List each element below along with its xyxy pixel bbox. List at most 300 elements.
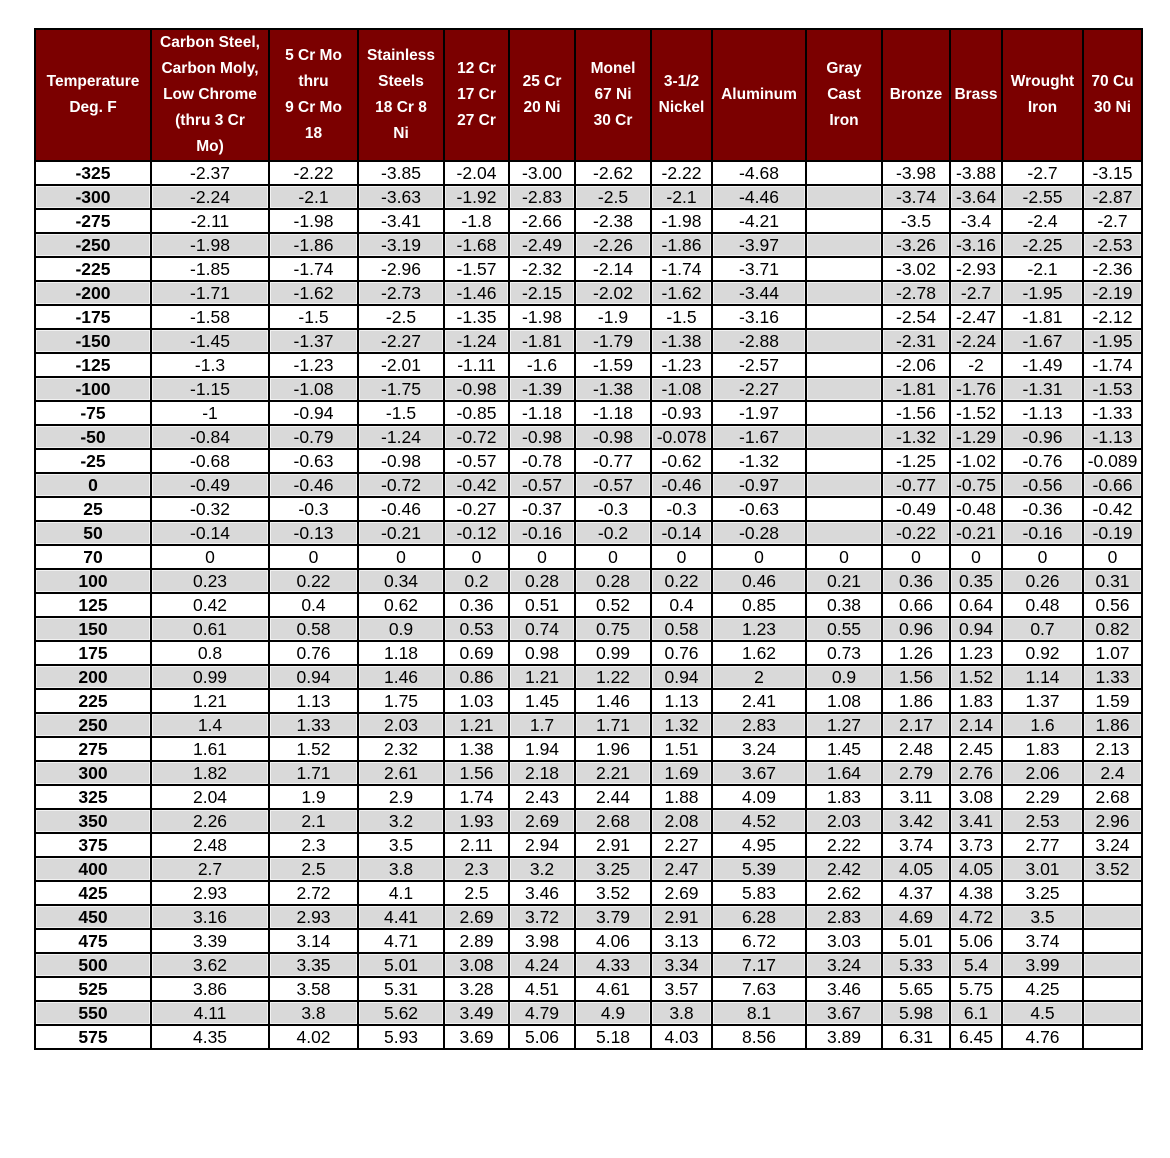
expansion-value-cell: 0.76 <box>269 641 358 665</box>
expansion-value-cell: 3.25 <box>1002 881 1083 905</box>
expansion-value-cell: 4.11 <box>151 1001 269 1025</box>
expansion-value-cell: -2.1 <box>651 185 712 209</box>
expansion-value-cell: 2.11 <box>444 833 509 857</box>
expansion-value-cell: -1.35 <box>444 305 509 329</box>
expansion-value-cell: 0 <box>950 545 1002 569</box>
expansion-value-cell: 0.21 <box>806 569 882 593</box>
expansion-value-cell: -1.8 <box>444 209 509 233</box>
expansion-value-cell: 2.96 <box>1083 809 1142 833</box>
expansion-value-cell: 1.07 <box>1083 641 1142 665</box>
temperature-cell: -275 <box>35 209 151 233</box>
expansion-value-cell: -0.76 <box>1002 449 1083 473</box>
expansion-value-cell: 0 <box>1002 545 1083 569</box>
expansion-value-cell: -1.97 <box>712 401 806 425</box>
expansion-value-cell: 3.49 <box>444 1001 509 1025</box>
expansion-value-cell <box>806 233 882 257</box>
expansion-value-cell <box>806 425 882 449</box>
expansion-value-cell: -1.37 <box>269 329 358 353</box>
expansion-value-cell: -2.5 <box>358 305 444 329</box>
expansion-value-cell: -1.57 <box>444 257 509 281</box>
expansion-value-cell: 0.9 <box>806 665 882 689</box>
expansion-value-cell: 3.08 <box>444 953 509 977</box>
expansion-value-cell: -0.12 <box>444 521 509 545</box>
column-header-material: Bronze <box>882 29 950 161</box>
column-header-material: Wrought Iron <box>1002 29 1083 161</box>
expansion-value-cell: -0.98 <box>509 425 575 449</box>
expansion-value-cell: -1.75 <box>358 377 444 401</box>
table-row <box>35 545 1142 569</box>
expansion-value-cell: -0.85 <box>444 401 509 425</box>
expansion-value-cell: -0.42 <box>444 473 509 497</box>
table-row <box>35 593 1142 617</box>
expansion-value-cell: 8.56 <box>712 1025 806 1049</box>
expansion-value-cell: 0.82 <box>1083 617 1142 641</box>
expansion-value-cell: 2.26 <box>151 809 269 833</box>
expansion-value-cell: -0.49 <box>882 497 950 521</box>
expansion-value-cell: -1.46 <box>444 281 509 305</box>
expansion-value-cell: 1.14 <box>1002 665 1083 689</box>
expansion-value-cell: 1.03 <box>444 689 509 713</box>
expansion-value-cell: -0.98 <box>358 449 444 473</box>
temperature-cell: -250 <box>35 233 151 257</box>
expansion-value-cell: 4.1 <box>358 881 444 905</box>
expansion-value-cell: -3.16 <box>712 305 806 329</box>
expansion-value-cell: 0.61 <box>151 617 269 641</box>
expansion-value-cell: 2.89 <box>444 929 509 953</box>
expansion-value-cell: -1.11 <box>444 353 509 377</box>
expansion-value-cell: 2.29 <box>1002 785 1083 809</box>
expansion-value-cell: -3.63 <box>358 185 444 209</box>
expansion-value-cell: 1.13 <box>269 689 358 713</box>
table-row <box>35 977 1142 1001</box>
temperature-cell: -25 <box>35 449 151 473</box>
expansion-value-cell: 0.55 <box>806 617 882 641</box>
expansion-value-cell: -0.79 <box>269 425 358 449</box>
expansion-value-cell: 1.71 <box>269 761 358 785</box>
table-row <box>35 929 1142 953</box>
expansion-value-cell: -1.15 <box>151 377 269 401</box>
table-row <box>35 833 1142 857</box>
temperature-cell: 150 <box>35 617 151 641</box>
expansion-value-cell: -1.68 <box>444 233 509 257</box>
column-header-material: 25 Cr 20 Ni <box>509 29 575 161</box>
expansion-value-cell: -0.21 <box>358 521 444 545</box>
expansion-value-cell: -2.55 <box>1002 185 1083 209</box>
expansion-value-cell: 1.33 <box>1083 665 1142 689</box>
expansion-value-cell: -0.14 <box>651 521 712 545</box>
expansion-value-cell: 0 <box>444 545 509 569</box>
expansion-value-cell: -1.79 <box>575 329 651 353</box>
expansion-value-cell: 2.91 <box>651 905 712 929</box>
expansion-value-cell: 1.75 <box>358 689 444 713</box>
expansion-value-cell: 3.41 <box>950 809 1002 833</box>
expansion-value-cell: -3.71 <box>712 257 806 281</box>
expansion-value-cell: 3.28 <box>444 977 509 1001</box>
expansion-value-cell: 4.61 <box>575 977 651 1001</box>
expansion-value-cell: 1.21 <box>151 689 269 713</box>
expansion-value-cell: -0.42 <box>1083 497 1142 521</box>
expansion-value-cell: 0.75 <box>575 617 651 641</box>
table-row <box>35 185 1142 209</box>
expansion-value-cell: -1.71 <box>151 281 269 305</box>
table-row <box>35 521 1142 545</box>
expansion-value-cell: 1.52 <box>950 665 1002 689</box>
temperature-cell: 125 <box>35 593 151 617</box>
expansion-value-cell: 0.94 <box>651 665 712 689</box>
expansion-value-cell: -3.19 <box>358 233 444 257</box>
expansion-value-cell: -3.41 <box>358 209 444 233</box>
expansion-value-cell: 0.56 <box>1083 593 1142 617</box>
expansion-value-cell: 1.62 <box>712 641 806 665</box>
expansion-value-cell: 1.88 <box>651 785 712 809</box>
expansion-value-cell: -1.76 <box>950 377 1002 401</box>
expansion-value-cell: 2.21 <box>575 761 651 785</box>
expansion-value-cell: 1.52 <box>269 737 358 761</box>
expansion-value-cell: 4.05 <box>950 857 1002 881</box>
expansion-value-cell: -1.29 <box>950 425 1002 449</box>
expansion-value-cell: 1.21 <box>509 665 575 689</box>
expansion-value-cell <box>806 449 882 473</box>
expansion-value-cell: -2.5 <box>575 185 651 209</box>
expansion-value-cell: 5.75 <box>950 977 1002 1001</box>
expansion-value-cell <box>806 473 882 497</box>
expansion-value-cell: 2.72 <box>269 881 358 905</box>
expansion-value-cell: -1.49 <box>1002 353 1083 377</box>
expansion-value-cell: 2.47 <box>651 857 712 881</box>
expansion-value-cell: 3.13 <box>651 929 712 953</box>
expansion-value-cell: -3.00 <box>509 161 575 185</box>
expansion-value-cell: 6.28 <box>712 905 806 929</box>
expansion-value-cell: 4.41 <box>358 905 444 929</box>
temperature-cell: 225 <box>35 689 151 713</box>
expansion-value-cell: -2.7 <box>1002 161 1083 185</box>
expansion-value-cell: 2.17 <box>882 713 950 737</box>
expansion-value-cell: 5.39 <box>712 857 806 881</box>
expansion-value-cell: 6.45 <box>950 1025 1002 1049</box>
expansion-value-cell: 2.76 <box>950 761 1002 785</box>
expansion-value-cell: -2.02 <box>575 281 651 305</box>
expansion-value-cell: 2.3 <box>444 857 509 881</box>
column-header-material: Aluminum <box>712 29 806 161</box>
table-row <box>35 497 1142 521</box>
expansion-value-cell: 1.23 <box>712 617 806 641</box>
expansion-value-cell: 3.5 <box>1002 905 1083 929</box>
expansion-value-cell <box>806 353 882 377</box>
expansion-value-cell: 0.51 <box>509 593 575 617</box>
expansion-value-cell: 3.2 <box>509 857 575 881</box>
expansion-value-cell: -0.46 <box>651 473 712 497</box>
expansion-value-cell: 2.18 <box>509 761 575 785</box>
expansion-value-cell: -0.63 <box>712 497 806 521</box>
expansion-value-cell: 2.44 <box>575 785 651 809</box>
expansion-value-cell <box>1083 929 1142 953</box>
expansion-value-cell: -2.36 <box>1083 257 1142 281</box>
expansion-value-cell: -1.81 <box>882 377 950 401</box>
expansion-value-cell: 5.4 <box>950 953 1002 977</box>
expansion-value-cell: -0.56 <box>1002 473 1083 497</box>
expansion-value-cell <box>1083 953 1142 977</box>
expansion-value-cell: 2.83 <box>712 713 806 737</box>
expansion-value-cell: 0.73 <box>806 641 882 665</box>
expansion-value-cell: -3.16 <box>950 233 1002 257</box>
expansion-value-cell: 1.7 <box>509 713 575 737</box>
expansion-value-cell: 0.94 <box>950 617 1002 641</box>
expansion-value-cell <box>1083 905 1142 929</box>
expansion-value-cell <box>1083 1025 1142 1049</box>
expansion-value-cell: 0.7 <box>1002 617 1083 641</box>
column-header-material: 12 Cr 17 Cr 27 Cr <box>444 29 509 161</box>
table-row <box>35 377 1142 401</box>
expansion-value-cell: -1.95 <box>1083 329 1142 353</box>
temperature-cell: 450 <box>35 905 151 929</box>
expansion-value-cell: 1.46 <box>575 689 651 713</box>
expansion-value-cell: 3.62 <box>151 953 269 977</box>
expansion-value-cell: -1.31 <box>1002 377 1083 401</box>
expansion-value-cell: 0.99 <box>151 665 269 689</box>
expansion-value-cell: 0 <box>358 545 444 569</box>
expansion-value-cell: 2.77 <box>1002 833 1083 857</box>
expansion-value-cell: 2.94 <box>509 833 575 857</box>
expansion-value-cell: 3.67 <box>712 761 806 785</box>
expansion-value-cell: -0.62 <box>651 449 712 473</box>
expansion-value-cell: 4.95 <box>712 833 806 857</box>
expansion-value-cell: 6.31 <box>882 1025 950 1049</box>
temperature-cell: -50 <box>35 425 151 449</box>
expansion-value-cell: 0.96 <box>882 617 950 641</box>
table-row <box>35 857 1142 881</box>
expansion-value-cell: -0.75 <box>950 473 1002 497</box>
expansion-value-cell: 0.48 <box>1002 593 1083 617</box>
expansion-value-cell: -0.57 <box>575 473 651 497</box>
expansion-value-cell: -2.96 <box>358 257 444 281</box>
expansion-value-cell: 0.23 <box>151 569 269 593</box>
expansion-value-cell: -3.02 <box>882 257 950 281</box>
expansion-value-cell: 3.79 <box>575 905 651 929</box>
expansion-value-cell: 3.46 <box>806 977 882 1001</box>
expansion-value-cell: -1.38 <box>575 377 651 401</box>
expansion-value-cell: -2.57 <box>712 353 806 377</box>
expansion-value-cell: 2.4 <box>1083 761 1142 785</box>
expansion-value-cell: -3.26 <box>882 233 950 257</box>
expansion-value-cell: 5.01 <box>882 929 950 953</box>
temperature-cell: 575 <box>35 1025 151 1049</box>
expansion-value-cell: -2.37 <box>151 161 269 185</box>
expansion-value-cell: 2.93 <box>151 881 269 905</box>
expansion-value-cell: 1.94 <box>509 737 575 761</box>
expansion-value-cell: 2.69 <box>651 881 712 905</box>
expansion-value-cell: 2.5 <box>444 881 509 905</box>
table-row <box>35 425 1142 449</box>
temperature-cell: -75 <box>35 401 151 425</box>
expansion-value-cell: 4.03 <box>651 1025 712 1049</box>
temperature-cell: 25 <box>35 497 151 521</box>
temperature-cell: 400 <box>35 857 151 881</box>
expansion-value-cell: 3.89 <box>806 1025 882 1049</box>
expansion-value-cell: 3.14 <box>269 929 358 953</box>
expansion-value-cell: -0.72 <box>444 425 509 449</box>
expansion-value-cell: -0.66 <box>1083 473 1142 497</box>
expansion-value-cell: 4.33 <box>575 953 651 977</box>
table-row <box>35 473 1142 497</box>
expansion-value-cell: 3.8 <box>651 1001 712 1025</box>
expansion-value-cell: 2.53 <box>1002 809 1083 833</box>
expansion-value-cell: -0.28 <box>712 521 806 545</box>
expansion-value-cell: 2.3 <box>269 833 358 857</box>
expansion-value-cell: 1.26 <box>882 641 950 665</box>
expansion-value-cell: -1.08 <box>651 377 712 401</box>
expansion-value-cell: -3.74 <box>882 185 950 209</box>
column-header-material: 70 Cu 30 Ni <box>1083 29 1142 161</box>
expansion-value-cell: -2.06 <box>882 353 950 377</box>
expansion-value-cell: -0.37 <box>509 497 575 521</box>
expansion-value-cell: -1.23 <box>651 353 712 377</box>
expansion-value-cell: 1.83 <box>1002 737 1083 761</box>
expansion-value-cell: -2.15 <box>509 281 575 305</box>
expansion-value-cell: 3.24 <box>1083 833 1142 857</box>
expansion-value-cell: -2.73 <box>358 281 444 305</box>
expansion-value-cell: -2.38 <box>575 209 651 233</box>
expansion-value-cell <box>806 497 882 521</box>
thermal-expansion-table <box>34 28 1143 1050</box>
expansion-value-cell: 5.06 <box>950 929 1002 953</box>
expansion-value-cell: 0.26 <box>1002 569 1083 593</box>
expansion-value-cell: 5.33 <box>882 953 950 977</box>
expansion-value-cell: -1.24 <box>444 329 509 353</box>
temperature-cell: -125 <box>35 353 151 377</box>
expansion-value-cell: -0.46 <box>358 497 444 521</box>
expansion-value-cell: 1.08 <box>806 689 882 713</box>
expansion-value-cell: 4.9 <box>575 1001 651 1025</box>
expansion-value-cell: -1.9 <box>575 305 651 329</box>
table-row <box>35 785 1142 809</box>
expansion-value-cell: 0.42 <box>151 593 269 617</box>
expansion-value-cell: 4.5 <box>1002 1001 1083 1025</box>
expansion-value-cell: 2.93 <box>269 905 358 929</box>
expansion-value-cell: -2.12 <box>1083 305 1142 329</box>
expansion-value-cell: 1.38 <box>444 737 509 761</box>
expansion-value-cell: -1.81 <box>509 329 575 353</box>
expansion-value-cell: 2.5 <box>269 857 358 881</box>
expansion-value-cell: -2.24 <box>950 329 1002 353</box>
expansion-value-cell: 0.99 <box>575 641 651 665</box>
expansion-value-cell: 0.28 <box>509 569 575 593</box>
expansion-value-cell: 2.91 <box>575 833 651 857</box>
expansion-value-cell <box>806 305 882 329</box>
expansion-value-cell: 3.52 <box>1083 857 1142 881</box>
expansion-value-cell: -2.4 <box>1002 209 1083 233</box>
table-row <box>35 809 1142 833</box>
expansion-value-cell: -2.7 <box>950 281 1002 305</box>
expansion-value-cell: 0.28 <box>575 569 651 593</box>
expansion-value-cell: 4.71 <box>358 929 444 953</box>
expansion-value-cell: 1.71 <box>575 713 651 737</box>
expansion-value-cell: -1.56 <box>882 401 950 425</box>
expansion-value-cell: -1.98 <box>269 209 358 233</box>
expansion-value-cell: -3.4 <box>950 209 1002 233</box>
temperature-cell: 275 <box>35 737 151 761</box>
expansion-value-cell: 3.58 <box>269 977 358 1001</box>
expansion-value-cell: 4.76 <box>1002 1025 1083 1049</box>
expansion-value-cell: 0.58 <box>269 617 358 641</box>
column-header-material: Gray Cast Iron <box>806 29 882 161</box>
expansion-value-cell: 3.5 <box>358 833 444 857</box>
table-row <box>35 329 1142 353</box>
expansion-value-cell: -0.078 <box>651 425 712 449</box>
expansion-value-cell: 1.13 <box>651 689 712 713</box>
expansion-value-cell <box>806 257 882 281</box>
table-row <box>35 761 1142 785</box>
expansion-value-cell: -0.22 <box>882 521 950 545</box>
expansion-value-cell: 3.11 <box>882 785 950 809</box>
expansion-value-cell: 4.37 <box>882 881 950 905</box>
expansion-value-cell: 3.52 <box>575 881 651 905</box>
expansion-value-cell: 5.65 <box>882 977 950 1001</box>
expansion-value-cell: 2.68 <box>1083 785 1142 809</box>
expansion-value-cell: -2.11 <box>151 209 269 233</box>
column-header-material: 3-1/2 Nickel <box>651 29 712 161</box>
expansion-value-cell: 4.52 <box>712 809 806 833</box>
expansion-value-cell: 4.35 <box>151 1025 269 1049</box>
expansion-value-cell: 3.74 <box>1002 929 1083 953</box>
expansion-value-cell: -1.13 <box>1083 425 1142 449</box>
expansion-value-cell: -2.26 <box>575 233 651 257</box>
expansion-value-cell: -1.67 <box>712 425 806 449</box>
expansion-value-cell: 3.42 <box>882 809 950 833</box>
expansion-value-cell: 7.63 <box>712 977 806 1001</box>
expansion-value-cell: 1.82 <box>151 761 269 785</box>
expansion-value-cell: -2.54 <box>882 305 950 329</box>
expansion-value-cell: -0.72 <box>358 473 444 497</box>
temperature-cell: 350 <box>35 809 151 833</box>
expansion-value-cell: -1.5 <box>358 401 444 425</box>
expansion-value-cell: 3.99 <box>1002 953 1083 977</box>
expansion-value-cell: -1.38 <box>651 329 712 353</box>
expansion-value-cell: -0.77 <box>575 449 651 473</box>
expansion-value-cell: 3.73 <box>950 833 1002 857</box>
expansion-value-cell: -0.77 <box>882 473 950 497</box>
expansion-value-cell: 4.06 <box>575 929 651 953</box>
expansion-value-cell: 1.23 <box>950 641 1002 665</box>
expansion-value-cell: 1.21 <box>444 713 509 737</box>
expansion-value-cell <box>806 329 882 353</box>
expansion-value-cell: 0 <box>651 545 712 569</box>
table-row <box>35 1025 1142 1049</box>
expansion-value-cell: -1.53 <box>1083 377 1142 401</box>
table-row <box>35 881 1142 905</box>
expansion-value-cell: 0.85 <box>712 593 806 617</box>
expansion-value-cell: 1.56 <box>444 761 509 785</box>
expansion-value-cell: 0.76 <box>651 641 712 665</box>
expansion-value-cell: -0.27 <box>444 497 509 521</box>
expansion-value-cell: 4.09 <box>712 785 806 809</box>
expansion-value-cell: 0.36 <box>882 569 950 593</box>
expansion-value-cell: 0.92 <box>1002 641 1083 665</box>
expansion-value-cell: 3.86 <box>151 977 269 1001</box>
expansion-value-cell: 1.69 <box>651 761 712 785</box>
expansion-value-cell: -0.97 <box>712 473 806 497</box>
expansion-value-cell: 4.24 <box>509 953 575 977</box>
column-header-temperature: Temperature Deg. F <box>35 29 151 161</box>
expansion-value-cell: 0.74 <box>509 617 575 641</box>
expansion-value-cell: 0 <box>712 545 806 569</box>
expansion-value-cell: 0 <box>882 545 950 569</box>
table-row <box>35 449 1142 473</box>
expansion-value-cell: -3.15 <box>1083 161 1142 185</box>
expansion-value-cell: -0.089 <box>1083 449 1142 473</box>
expansion-value-cell: 0.4 <box>651 593 712 617</box>
temperature-cell: -175 <box>35 305 151 329</box>
expansion-value-cell: -3.97 <box>712 233 806 257</box>
